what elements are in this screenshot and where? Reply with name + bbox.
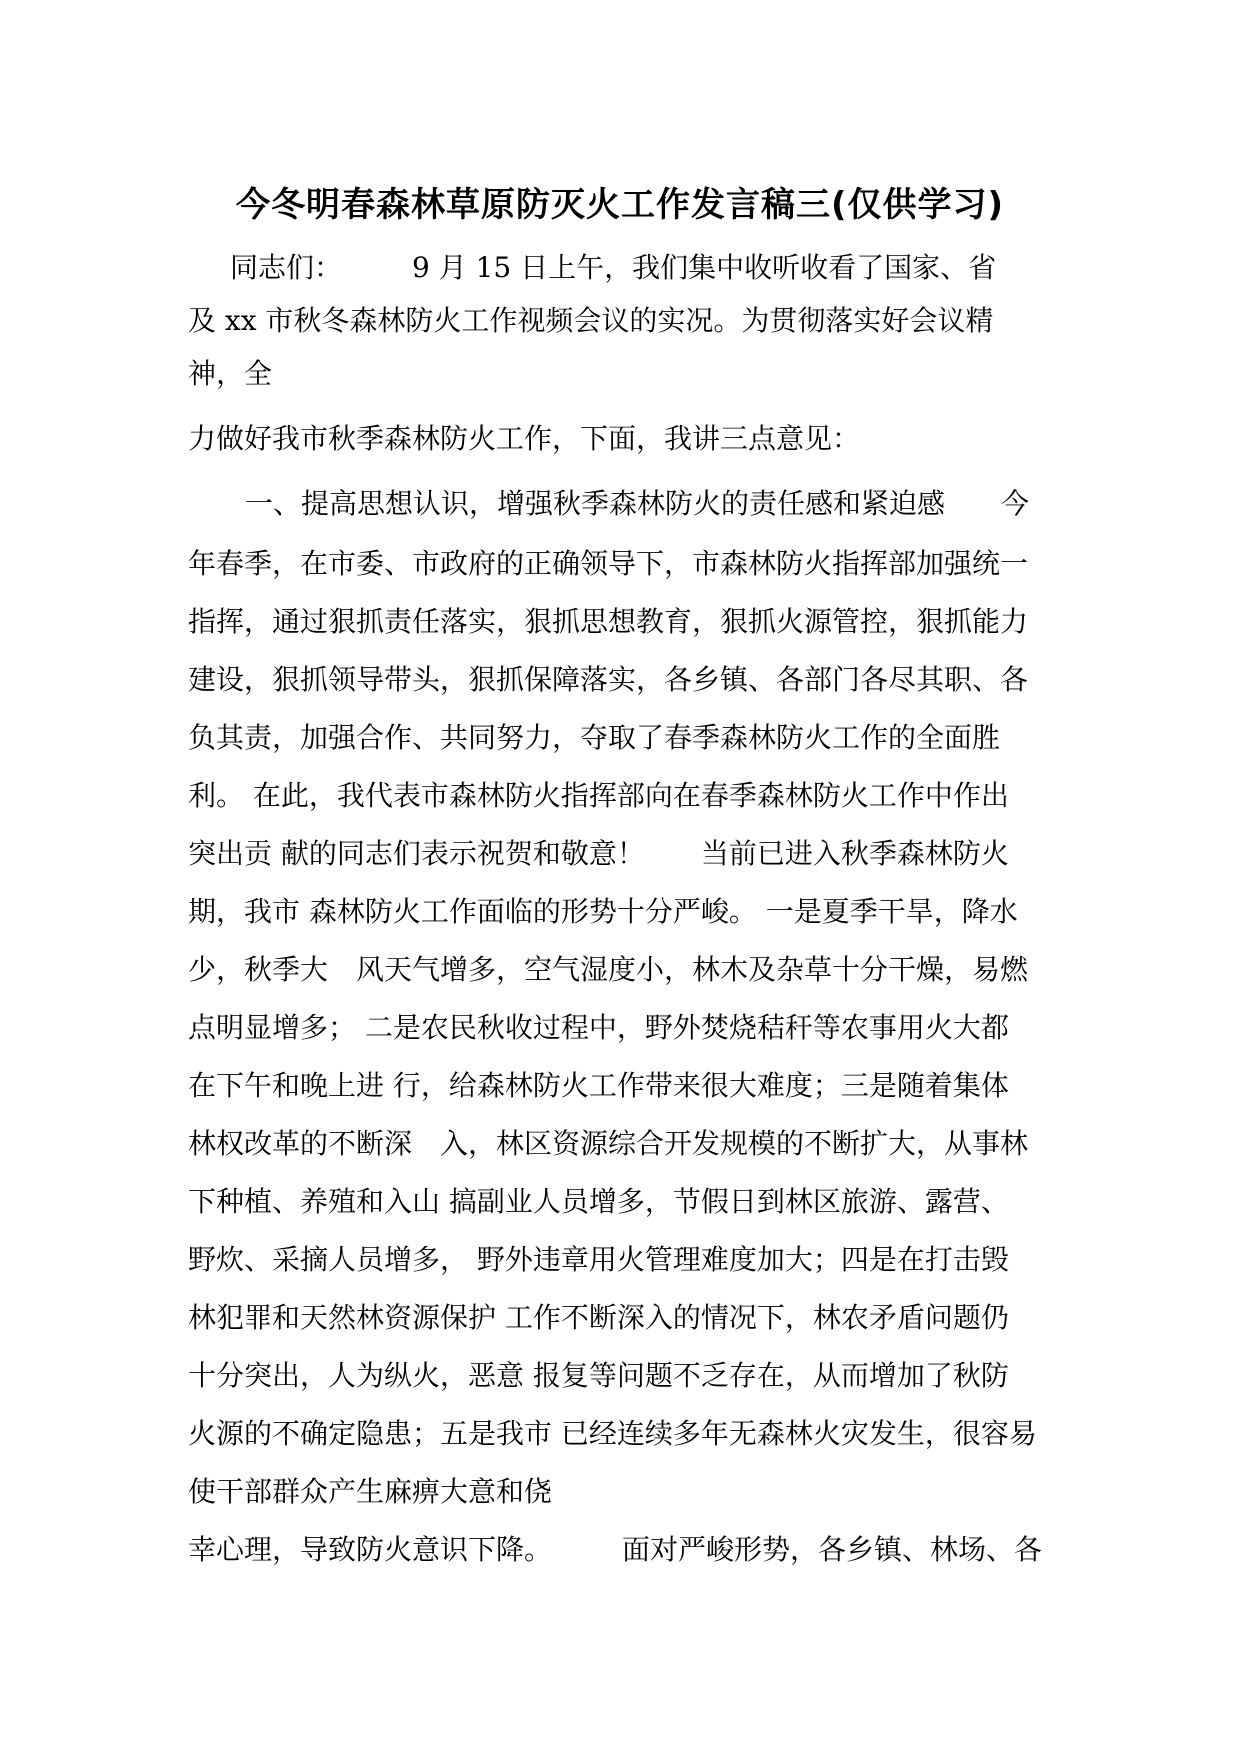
- paragraph-line: 一、提高思想认识，增强秋季森林防火的责任感和紧迫感 今: [245, 487, 1030, 520]
- paragraph-line: 野炊、采摘人员增多， 野外违章用火管理难度加大；四是在打击毁: [188, 1243, 1009, 1276]
- paragraph-line: 同志们： 9 月 15 日上午，我们集中收听收看了国家、省: [230, 251, 997, 284]
- document-title: 今冬明春森林草原防灭火工作发言稿三(仅供学习): [235, 185, 1005, 225]
- paragraph-line: 利。 在此，我代表市森林防火指挥部向在春季森林防火工作中作出: [188, 779, 1009, 812]
- paragraph-line: 神，全: [188, 357, 273, 390]
- paragraph-line: 突出贡 献的同志们表示祝贺和敬意！ 当前已进入秋季森林防火: [188, 837, 1009, 870]
- paragraph-line: 负其责，加强合作、共同努力，夺取了春季森林防火工作的全面胜: [188, 721, 1001, 754]
- paragraph-line: 建设，狠抓领导带头，狠抓保障落实，各乡镇、各部门各尽其职、各: [188, 663, 1029, 696]
- paragraph-line: 幸心理，导致防火意识下降。 面对严峻形势，各乡镇、林场、各: [188, 1533, 1043, 1566]
- paragraph-line: 使干部群众产生麻痹大意和侥: [188, 1475, 553, 1508]
- paragraph-line: 下种植、养殖和入山 搞副业人员增多，节假日到林区旅游、露营、: [188, 1185, 1009, 1218]
- paragraph-line: 指挥，通过狠抓责任落实，狠抓思想教育，狠抓火源管控，狠抓能力: [188, 605, 1029, 638]
- paragraph-line: 林犯罪和天然林资源保护 工作不断深入的情况下，林农矛盾问题仍: [188, 1301, 1009, 1334]
- paragraph-line: 年春季，在市委、市政府的正确领导下，市森林防火指挥部加强统一: [188, 547, 1029, 580]
- paragraph-line: 期，我市 森林防火工作面临的形势十分严峻。 一是夏季干旱，降水: [188, 895, 1018, 928]
- paragraph-line: 火源的不确定隐患；五是我市 已经连续多年无森林火灾发生，很容易: [188, 1417, 1037, 1450]
- paragraph-line: 在下午和晚上进 行，给森林防火工作带来很大难度；三是随着集体: [188, 1069, 1009, 1102]
- paragraph-line: 少，秋季大 风天气增多，空气湿度小，林木及杂草十分干燥，易燃: [188, 953, 1029, 986]
- paragraph-line: 及 xx 市秋冬森林防火工作视频会议的实况。为贯彻落实好会议精: [188, 304, 994, 337]
- paragraph-line: 力做好我市秋季森林防火工作，下面，我讲三点意见：: [188, 422, 861, 455]
- paragraph-line: 十分突出，人为纵火，恶意 报复等问题不乏存在，从而增加了秋防: [188, 1359, 1009, 1392]
- paragraph-line: 林权改革的不断深 入，林区资源综合开发规模的不断扩大，从事林: [188, 1127, 1029, 1160]
- paragraph-line: 点明显增多； 二是农民秋收过程中，野外焚烧秸秆等农事用火大都: [188, 1011, 1009, 1044]
